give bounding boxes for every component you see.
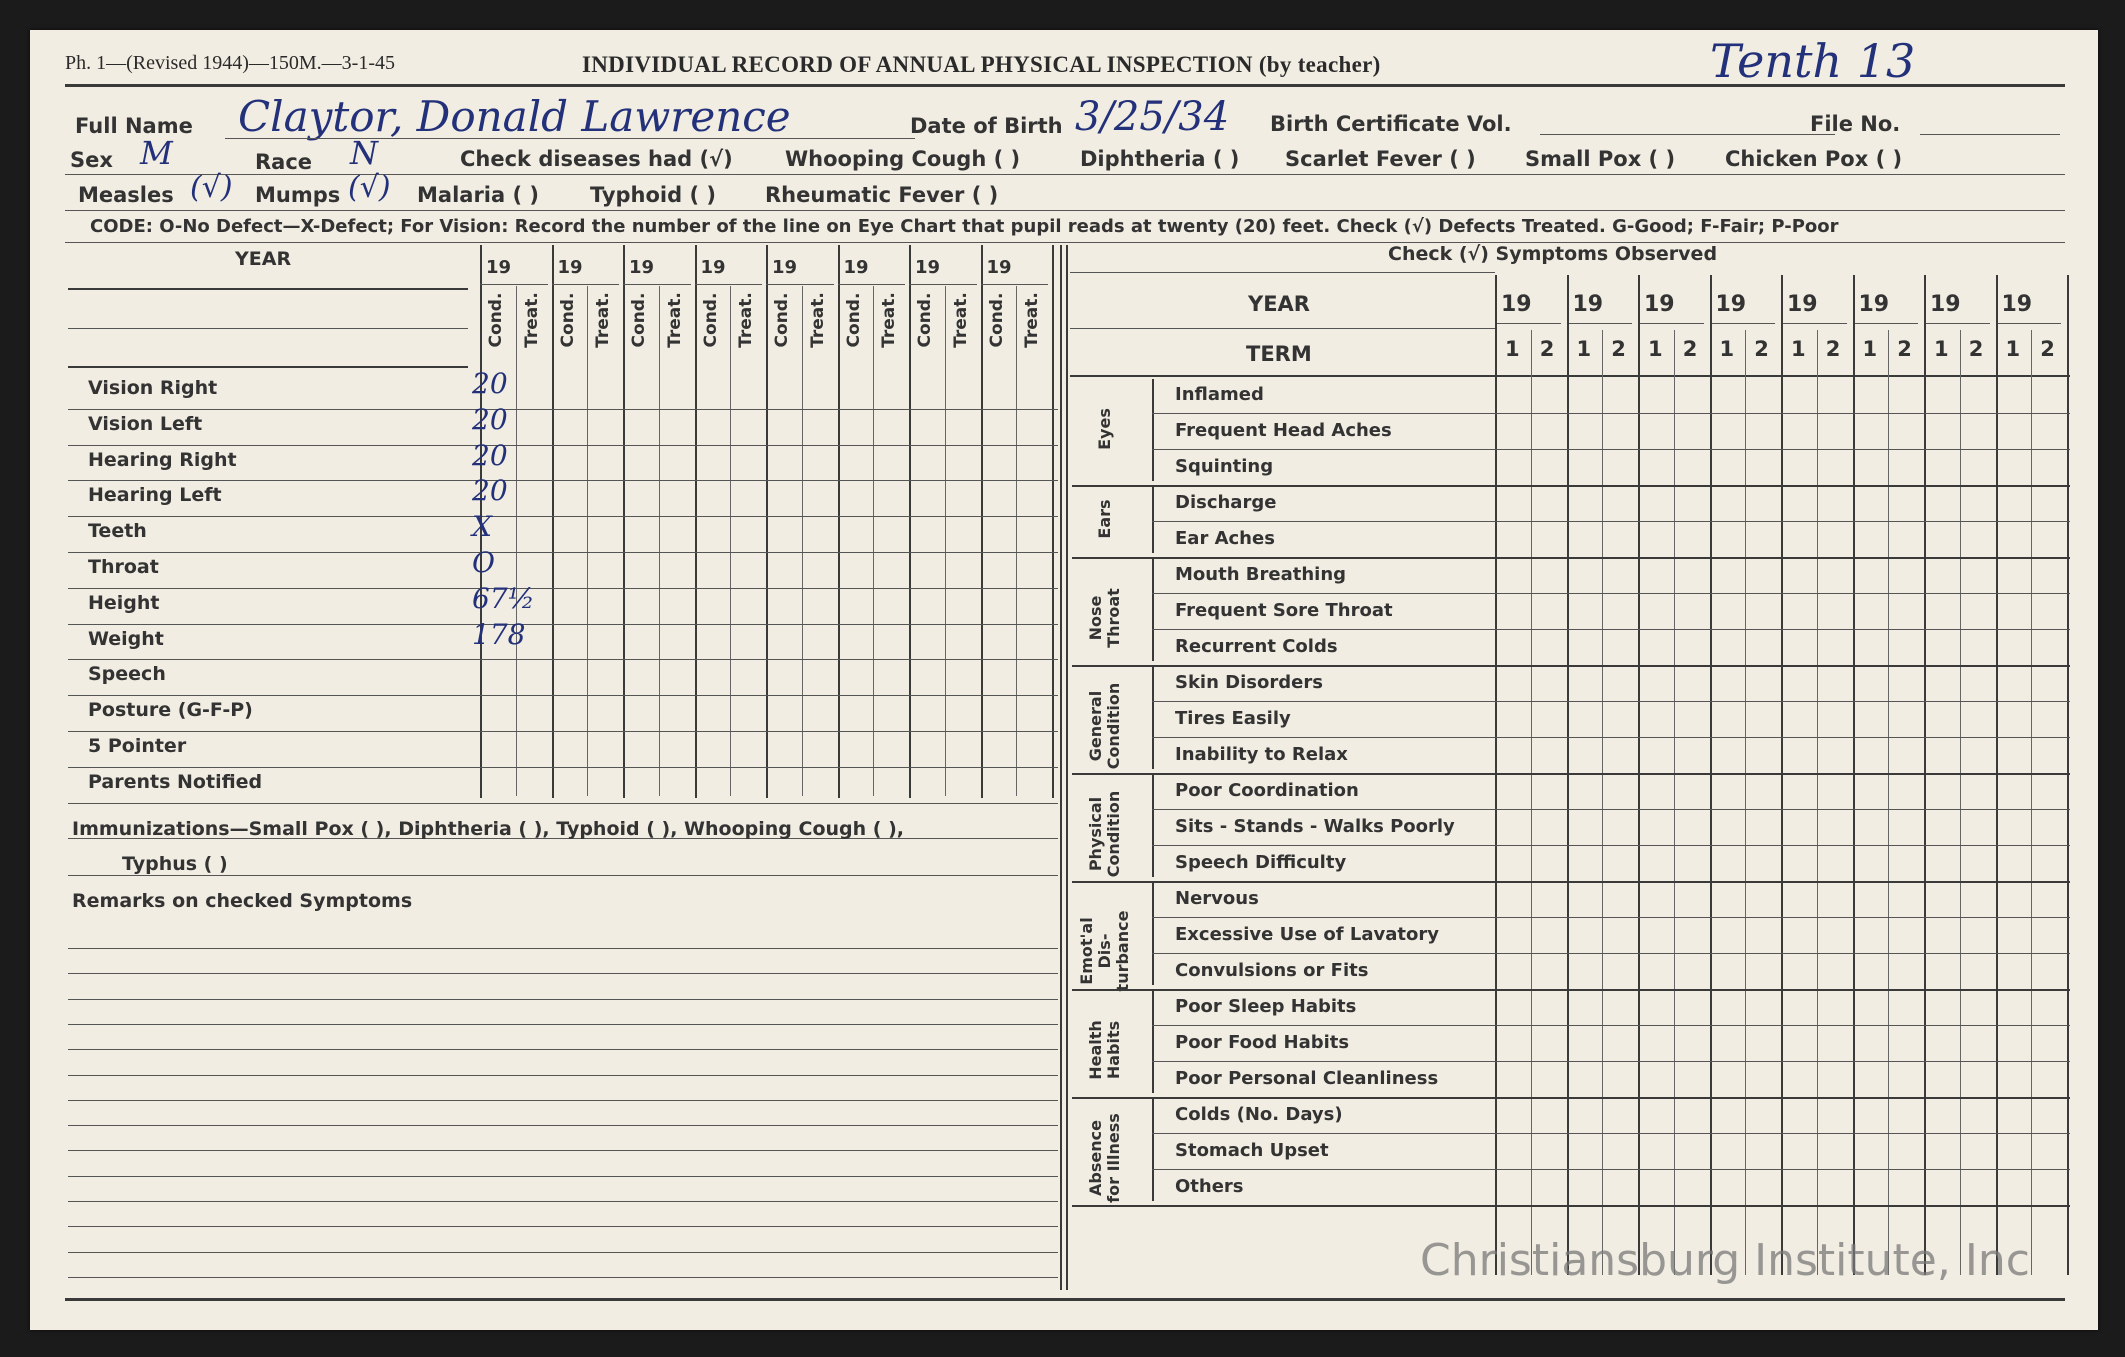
rt-symptom: Tires Easily [1175, 708, 1291, 729]
rt-year-sub-rule [1998, 323, 2062, 324]
year-col-divider [623, 245, 625, 798]
rt-item-rule [1152, 809, 2070, 810]
rt-year-prefix: 19 [1787, 292, 1818, 317]
mumps-label: Mumps [255, 183, 341, 207]
year-sub-rule [552, 284, 620, 285]
rt-item-rule [1152, 413, 2070, 414]
cond-header: Cond. [629, 292, 649, 348]
year-sub-rule [695, 284, 763, 285]
code-rule [65, 242, 2065, 243]
rt-year-sub-rule [1569, 323, 1633, 324]
remark-line [68, 1075, 1058, 1076]
rt-group-divider [1152, 559, 1154, 661]
rt-group-rule [1072, 557, 2070, 559]
measles-label: Measles [78, 183, 174, 207]
rt-year-sub-rule [1640, 323, 1704, 324]
rt-year-divider [1996, 275, 1998, 1275]
row-label: Vision Left [88, 412, 203, 435]
cond-treat-divider [873, 286, 874, 796]
year-rule [68, 288, 468, 290]
rt-year-rule [1070, 328, 1495, 329]
rt-symptom: Discharge [1175, 492, 1277, 513]
rt-item-rule [1152, 1169, 2070, 1170]
year-col-divider [766, 245, 768, 798]
typhus-line: Typhus ( ) [122, 853, 228, 875]
row-value: 20 [472, 474, 508, 508]
rt-item-rule [1152, 1025, 2070, 1026]
row-label: Parents Notified [88, 770, 263, 793]
year-sub-rule [838, 284, 906, 285]
symptoms-title: Check (√) Symptoms Observed [1388, 243, 1718, 265]
whooping-cough: Whooping Cough ( ) [785, 147, 1021, 171]
cond-treat-divider [945, 286, 946, 796]
rt-year-sub-rule [1497, 323, 1561, 324]
remark-line [68, 1024, 1058, 1025]
rt-year-label: YEAR [1248, 292, 1310, 316]
remark-line [68, 1100, 1058, 1101]
rt-group-rule [1072, 665, 2070, 667]
rt-term-1: 1 [2005, 337, 2021, 361]
rt-year-sub-rule [1712, 323, 1776, 324]
rt-symptom: Stomach Upset [1175, 1140, 1329, 1161]
rt-group-rule [1072, 989, 2070, 991]
row-label: Hearing Right [88, 448, 237, 471]
year-col-divider [1052, 245, 1054, 798]
rt-symptom: Sits - Stands - Walks Poorly [1175, 816, 1455, 837]
year-col-divider [552, 245, 554, 798]
rt-symptom: Poor Food Habits [1175, 1032, 1350, 1053]
mumps-value: (√) [348, 170, 391, 205]
immunizations-line: Immunizations—Small Pox ( ), Diphtheria ( ), Typhoid ( ), Whooping Cough ( ), [72, 818, 904, 840]
center-divider [1060, 245, 1062, 1290]
year-sub-rule [909, 284, 977, 285]
rt-symptom: Ear Aches [1175, 528, 1275, 549]
rt-group-label: Eyes [1095, 408, 1114, 450]
rt-year-sub-rule [1783, 323, 1847, 324]
rt-symptom: Recurrent Colds [1175, 636, 1338, 657]
year-sub-rule [766, 284, 834, 285]
row-label: Weight [88, 627, 164, 650]
race-value: N [350, 134, 378, 172]
name-line [225, 138, 915, 139]
rt-year-divider [1924, 275, 1926, 1275]
rt-group-divider [1152, 667, 1154, 769]
row-label: Throat [88, 556, 159, 578]
file-no-label: File No. [1810, 112, 1901, 136]
treat-header: Treat. [879, 292, 900, 348]
rt-symptom: Mouth Breathing [1175, 564, 1347, 585]
rt-symptom: Poor Coordination [1175, 780, 1359, 801]
row-value: 20 [472, 438, 508, 472]
rt-group-rule [1072, 485, 2070, 487]
year-prefix: 19 [700, 257, 726, 278]
cond-treat-divider [802, 286, 803, 796]
year-sub-rule [623, 284, 691, 285]
year-prefix: 19 [986, 257, 1012, 278]
rt-term-2: 2 [1968, 337, 1984, 361]
cond-treat-divider [659, 286, 660, 796]
rt-symptom: Inability to Relax [1175, 744, 1348, 765]
cond-header: Cond. [486, 292, 506, 348]
left-blank-rule [68, 328, 468, 329]
rt-term-2: 2 [2040, 337, 2055, 361]
remarks-label: Remarks on checked Symptoms [72, 890, 413, 912]
rt-group-label: Health Habits [1086, 1020, 1123, 1080]
rt-group-divider [1152, 991, 1154, 1093]
cond-header: Cond. [557, 292, 578, 348]
rt-group-divider [1152, 487, 1154, 553]
rt-symptom: Poor Personal Cleanliness [1175, 1068, 1439, 1089]
cond-treat-divider [1016, 286, 1017, 796]
rt-year-divider [2067, 275, 2069, 1275]
rt-item-rule [1152, 953, 2070, 954]
row-label: Hearing Left [88, 484, 222, 507]
rt-group-label: Absence for Illness [1086, 1113, 1123, 1203]
scarlet-fever: Scarlet Fever ( ) [1285, 147, 1476, 171]
rt-symptom: Skin Disorders [1175, 672, 1323, 693]
row3-rule [65, 210, 2065, 211]
code-line: CODE: O-No Defect—X-Defect; For Vision: Record the number of the line on Eye Chart that pupil reads at twenty (20) feet. Check (√) Defects Treated. G-Good; F-Fair; P-Poor [90, 216, 1839, 237]
inspection-card [30, 30, 2098, 1330]
rt-term-1: 1 [1719, 337, 1735, 361]
year-col-divider [838, 245, 840, 798]
rt-year-prefix: 19 [1501, 292, 1532, 317]
remark-line [68, 1252, 1058, 1253]
rt-item-rule [1152, 737, 2070, 738]
row-label: Speech [88, 663, 166, 686]
row-rule [68, 695, 1058, 696]
rt-term-2: 2 [1539, 337, 1555, 361]
rt-item-rule [1152, 701, 2070, 702]
watermark: Christiansburg Institute, Inc [1420, 1235, 2030, 1286]
cond-header: Cond. [843, 292, 864, 348]
rt-year-divider [1567, 275, 1569, 1275]
rt-year-divider [1853, 275, 1855, 1275]
rt-item-rule [1152, 593, 2070, 594]
rt-term-1: 1 [1505, 337, 1520, 361]
row-rule [68, 731, 1058, 732]
treat-header: Treat. [1022, 292, 1043, 348]
rt-group-label: Emot'al Dis-turbance [1077, 910, 1132, 992]
rt-year-prefix: 19 [1644, 292, 1675, 317]
remark-line [68, 1226, 1058, 1227]
treat-header: Treat. [593, 292, 614, 348]
year-prefix: 19 [772, 257, 798, 278]
rt-header-rule [1070, 375, 2070, 377]
rt-group-label: General Condition [1086, 682, 1123, 770]
year-sub-rule [480, 284, 548, 285]
rt-year-prefix: 19 [1572, 292, 1604, 317]
year-col-divider [909, 245, 911, 798]
rt-term-label: TERM [1246, 342, 1312, 366]
full-name-value: Claytor, Donald Lawrence [238, 92, 791, 141]
typhoid: Typhoid ( ) [590, 183, 716, 207]
row-rule [68, 409, 1058, 410]
rt-group-label: Nose Throat [1086, 588, 1123, 648]
row-rule [68, 803, 1058, 804]
remark-line [68, 1150, 1058, 1151]
row-rule [68, 588, 1058, 589]
year-prefix: 19 [557, 257, 583, 278]
year-label: YEAR [235, 248, 292, 270]
chicken-pox: Chicken Pox ( ) [1725, 147, 1903, 171]
birth-cert-line [1540, 134, 1835, 135]
rt-term-2: 2 [1682, 337, 1698, 361]
rt-symptom: Frequent Head Aches [1175, 420, 1392, 441]
row-rule [68, 516, 1058, 517]
row-label: Posture (G-F-P) [88, 699, 253, 722]
form-number: Ph. 1—(Revised 1944)—150M.—3-1-45 [65, 52, 395, 74]
rt-year-prefix: 19 [1715, 292, 1747, 317]
remark-line [68, 973, 1058, 974]
rt-symptom: Colds (No. Days) [1175, 1104, 1343, 1125]
remark-line [68, 1125, 1058, 1126]
rt-symptom: Nervous [1175, 888, 1259, 909]
malaria: Malaria ( ) [417, 183, 539, 207]
dob-label: Date of Birth [910, 114, 1063, 138]
rt-term-1: 1 [1862, 337, 1878, 361]
rt-group-label: Physical Condition [1086, 790, 1123, 878]
rt-term-1: 1 [1648, 337, 1663, 361]
cond-treat-divider [587, 286, 588, 796]
remark-line [68, 948, 1058, 949]
row-label: Height [88, 591, 160, 614]
rt-item-rule [1152, 521, 2070, 522]
treat-header: Treat. [521, 292, 542, 348]
rt-symptom: Others [1175, 1176, 1244, 1197]
rt-term-2: 2 [1825, 337, 1841, 361]
birth-cert-label: Birth Certificate Vol. [1270, 112, 1512, 136]
diseases-lead: Check diseases had (√) [460, 147, 733, 171]
rt-term-2: 2 [1897, 337, 1912, 361]
rt-symptom: Squinting [1175, 456, 1274, 477]
rt-term-1: 1 [1934, 337, 1949, 361]
rt-group-rule [1072, 773, 2070, 775]
rt-term-2: 2 [1754, 337, 1769, 361]
row-value: 20 [472, 367, 508, 400]
row-label: 5 Pointer [88, 735, 187, 757]
rt-year-prefix: 19 [1930, 292, 1961, 317]
treat-header: Treat. [807, 292, 828, 348]
row-rule [68, 480, 1058, 481]
rt-group-label: Ears [1095, 499, 1114, 539]
rt-group-rule [1072, 1205, 2070, 1207]
row-label: Vision Right [88, 377, 218, 399]
left-header-rule [68, 366, 468, 368]
row-value: 67½ [472, 581, 535, 615]
race-label: Race [255, 150, 313, 174]
rt-group-divider [1152, 1099, 1154, 1201]
rt-group-divider [1152, 379, 1154, 481]
treat-header: Treat. [736, 292, 757, 348]
rt-term-1: 1 [1791, 337, 1806, 361]
diphtheria: Diphtheria ( ) [1080, 147, 1240, 171]
file-no-line [1920, 134, 2060, 135]
rt-item-rule [1152, 1061, 2070, 1062]
row-rule [68, 552, 1058, 553]
header-rule [65, 84, 2065, 87]
rt-group-rule [1072, 1097, 2070, 1099]
cond-header: Cond. [700, 292, 721, 348]
year-col-divider [695, 245, 697, 798]
row-rule [68, 659, 1058, 660]
rt-symptom: Speech Difficulty [1175, 852, 1347, 873]
rt-year-divider [1638, 275, 1640, 1275]
rt-year-prefix: 19 [1858, 292, 1890, 317]
rt-symptom: Frequent Sore Throat [1175, 600, 1393, 621]
treat-header: Treat. [950, 292, 971, 348]
rt-symptom: Excessive Use of Lavatory [1175, 924, 1439, 945]
year-col-divider [981, 245, 983, 798]
year-sub-rule [981, 284, 1049, 285]
remark-line [68, 1176, 1058, 1177]
rt-group-divider [1152, 775, 1154, 877]
row-value: 178 [472, 617, 526, 651]
measles-value: (√) [190, 170, 233, 205]
dob-value: 3/25/34 [1075, 94, 1230, 140]
rt-year-sub-rule [1926, 323, 1990, 324]
sex-value: M [140, 134, 173, 172]
year-prefix: 19 [915, 257, 941, 278]
rt-year-prefix: 19 [2001, 292, 2033, 317]
row-value: X [472, 510, 492, 544]
rt-symptom: Convulsions or Fits [1175, 960, 1369, 981]
rt-year-divider [1781, 275, 1783, 1275]
year-prefix: 19 [629, 257, 655, 278]
rt-item-rule [1152, 449, 2070, 450]
rt-group-divider [1152, 883, 1154, 985]
row-rule [68, 624, 1058, 625]
rt-group-rule [1072, 881, 2070, 883]
rt-symptom: Poor Sleep Habits [1175, 996, 1357, 1017]
row-value: O [472, 546, 495, 579]
cond-treat-divider [516, 286, 517, 796]
row-rule [68, 445, 1058, 446]
small-pox: Small Pox ( ) [1525, 147, 1676, 171]
form-title: INDIVIDUAL RECORD OF ANNUAL PHYSICAL INSPECTION (by teacher) [582, 52, 1381, 77]
center-divider-2 [1066, 245, 1068, 1290]
rt-year-divider [1495, 275, 1497, 1275]
typhus-rule [68, 875, 1058, 876]
bottom-rule [65, 1298, 2065, 1301]
rt-year-divider [1710, 275, 1712, 1275]
rt-item-rule [1152, 845, 2070, 846]
remark-line [68, 1277, 1058, 1278]
row-value: 20 [472, 402, 508, 436]
rt-item-rule [1152, 917, 2070, 918]
rt-item-rule [1152, 629, 2070, 630]
remark-line [68, 999, 1058, 1000]
rt-top-rule [1070, 272, 1495, 273]
rt-item-rule [1152, 1133, 2070, 1134]
row-label: Teeth [88, 520, 147, 543]
rt-year-sub-rule [1855, 323, 1919, 324]
cond-treat-divider [730, 286, 731, 796]
cond-header: Cond. [986, 292, 1007, 348]
rt-term-1: 1 [1576, 337, 1592, 361]
cond-header: Cond. [772, 292, 792, 348]
row-rule [68, 767, 1058, 768]
remark-line [68, 1201, 1058, 1202]
rt-symptom: Inflamed [1175, 384, 1264, 405]
handwritten-grade: Tenth 13 [1710, 34, 1916, 88]
sex-label: Sex [70, 148, 113, 172]
year-prefix: 19 [486, 257, 512, 278]
year-prefix: 19 [843, 257, 869, 278]
cond-header: Cond. [915, 292, 935, 348]
treat-header: Treat. [664, 292, 685, 348]
rheumatic-fever: Rheumatic Fever ( ) [765, 183, 999, 207]
full-name-label: Full Name [75, 114, 193, 138]
remark-line [68, 1049, 1058, 1050]
rt-term-2: 2 [1611, 337, 1626, 361]
